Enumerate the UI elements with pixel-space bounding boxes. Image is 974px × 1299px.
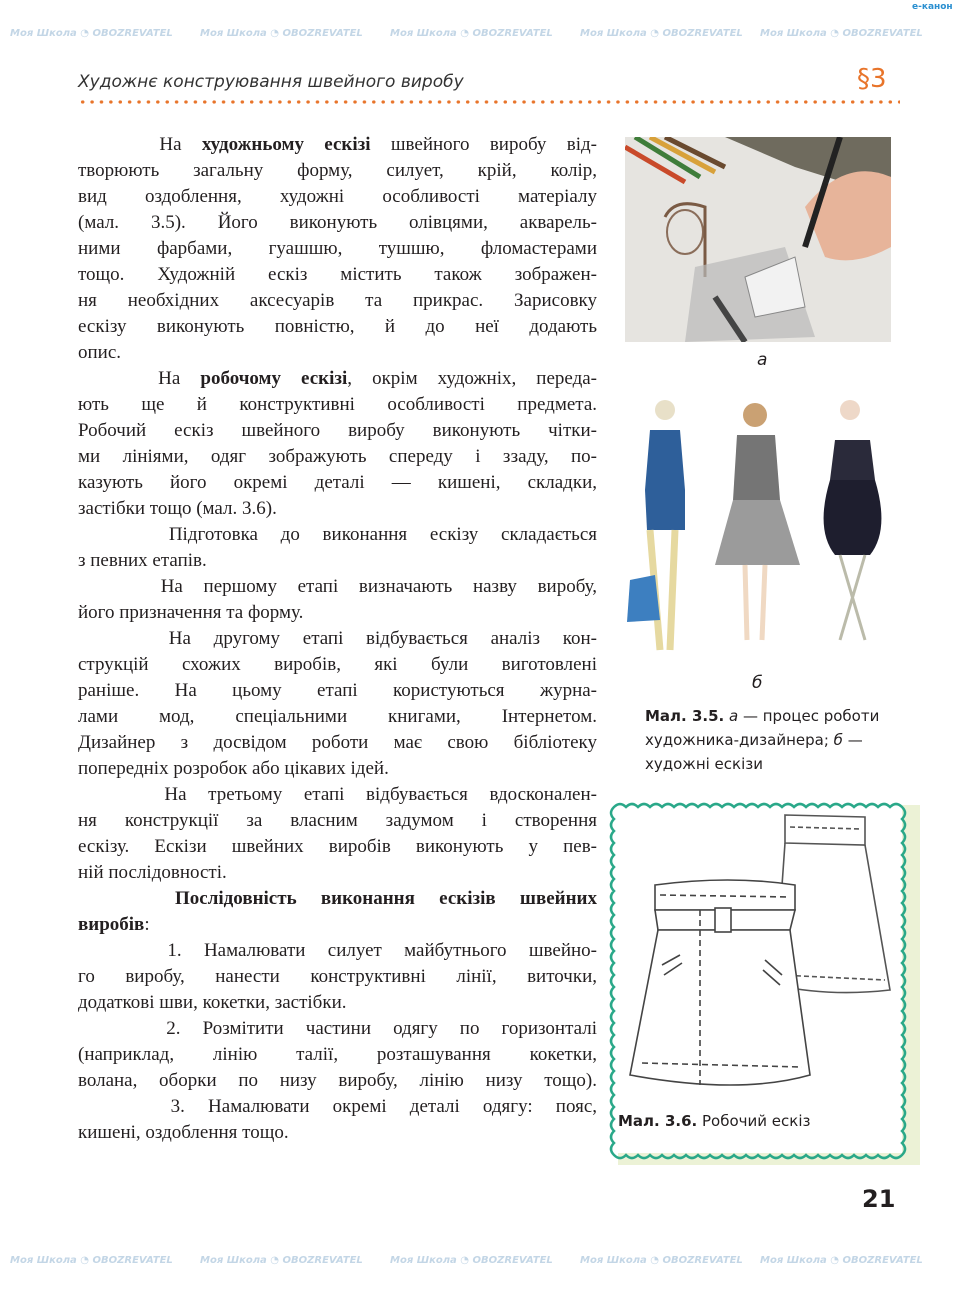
- text-segment: вид оздоблення, художні особливості матеріалу: [78, 186, 597, 207]
- text-segment: го виробу, нанести конструктивні лінії, виточки,: [78, 966, 597, 987]
- text-segment: На третьому етапі відбувається вдосконален-: [78, 784, 597, 805]
- text-segment: казують його окремі деталі — кишені, складки,: [78, 472, 597, 493]
- text-segment: Робочий ескіз швейного виробу виконують чітки-: [78, 420, 597, 441]
- text-segment: ня необхідних аксесуарів та прикрас. Зарисовку: [78, 290, 597, 311]
- section-number: §3: [857, 64, 887, 94]
- figure-label-b: б: [752, 673, 763, 693]
- text-line: [78, 912, 597, 938]
- text-segment: попередніх розробок або цікавих ідей.: [78, 758, 389, 779]
- watermark: Моя Школа ◔ OBOZREVATEL: [200, 1255, 363, 1266]
- text-segment: ми лініями, одяг зображують спереду і ззаду, по-: [78, 446, 597, 467]
- text-segment: 2. Розмітити частини одягу по горизонталі: [78, 1018, 597, 1039]
- caption-text: — художні ескізи: [645, 731, 863, 773]
- text-line: [78, 756, 597, 782]
- text-line: [78, 600, 597, 626]
- sketch-figure-black-dress: [824, 400, 882, 640]
- text-line: [78, 262, 597, 288]
- text-segment: швейного виробу від-: [370, 134, 597, 155]
- page-number: 21: [862, 1185, 896, 1213]
- text-segment: , окрім художніх, переда-: [347, 368, 598, 389]
- figure-label-a: а: [757, 350, 768, 370]
- fashion-sketches-illustration: [625, 390, 891, 660]
- text-segment: струкцій схожих виробів, які були виготовлені: [78, 654, 597, 675]
- text-segment: ескізу виконують повністю, й до неї додають: [78, 316, 597, 337]
- text-line: [78, 964, 597, 990]
- sketch-figure-blue-suit: [627, 400, 685, 650]
- body-text: [78, 132, 597, 1146]
- text-line: [78, 1068, 597, 1094]
- text-line: [78, 834, 597, 860]
- text-line: [78, 236, 597, 262]
- text-line: [78, 704, 597, 730]
- text-segment: (мал. 3.5). Його виконують олівцями, акварель-: [78, 212, 597, 233]
- text-line: [78, 860, 597, 886]
- text-line: [78, 288, 597, 314]
- text-segment: додаткові шви, кокетки, застібки.: [78, 992, 347, 1013]
- text-segment: ня конструкції за власним задумом і створення: [78, 810, 597, 831]
- figure-3-6-caption: [618, 1112, 810, 1130]
- text-line: [78, 782, 597, 808]
- caption-text: Робочий ескіз: [697, 1112, 811, 1130]
- caption-number: Мал. 3.6.: [618, 1112, 698, 1130]
- text-segment: [78, 888, 175, 909]
- text-segment: :: [144, 914, 150, 935]
- text-segment: (наприклад, лінію талії, розташування кокетки,: [78, 1044, 597, 1065]
- skirt-drawing-front: [630, 880, 810, 1085]
- running-header-title: Художнє конструювання швейного виробу: [78, 72, 464, 92]
- watermark: Моя Школа ◔ OBOZREVATEL: [390, 28, 553, 39]
- text-segment: тощо. Художній ескіз містить також зображен-: [78, 264, 597, 285]
- caption-letter-b: б: [833, 731, 843, 749]
- bold-term: робочому ескізі: [200, 368, 348, 389]
- bold-term: виробів: [78, 914, 145, 935]
- text-line: [78, 990, 597, 1016]
- text-segment: волана, оборки по низу виробу, лінію низу тощо).: [78, 1070, 597, 1091]
- text-line: [78, 548, 597, 574]
- text-line: [78, 132, 597, 158]
- text-segment: На: [78, 134, 202, 155]
- text-line: [78, 444, 597, 470]
- text-segment: На першому етапі визначають назву виробу,: [78, 576, 597, 597]
- watermark: Моя Школа ◔ OBOZREVATEL: [10, 1255, 173, 1266]
- watermark: Моя Школа ◔ OBOZREVATEL: [200, 28, 363, 39]
- text-segment: творюють загальну форму, силует, крій, колір,: [78, 160, 597, 181]
- text-line: [78, 886, 597, 912]
- header-dotted-divider: [78, 100, 900, 104]
- text-line: [78, 314, 597, 340]
- text-segment: його призначення та форму.: [78, 602, 304, 623]
- bold-term: Послідовність виконання ескізів швейних: [175, 888, 597, 909]
- text-segment: 1. Намалювати силует майбутнього швейно-: [78, 940, 597, 961]
- watermark: Моя Школа ◔ OBOZREVATEL: [10, 28, 173, 39]
- watermark: Моя Школа ◔ OBOZREVATEL: [580, 1255, 743, 1266]
- text-segment: ній послідовності.: [78, 862, 227, 883]
- text-line: [78, 210, 597, 236]
- text-segment: Дизайнер з досвідом роботи має свою бібліотеку: [78, 732, 597, 753]
- text-line: [78, 1120, 597, 1146]
- bold-term: художньому ескізі: [201, 134, 371, 155]
- text-segment: На: [78, 368, 201, 389]
- text-segment: застібки тощо (мал. 3.6).: [78, 498, 277, 519]
- text-line: [78, 522, 597, 548]
- text-line: [78, 678, 597, 704]
- text-line: [78, 418, 597, 444]
- text-line: [78, 626, 597, 652]
- sketch-figure-grey-dress: [715, 403, 800, 640]
- text-segment: Підготовка до виконання ескізу складається: [78, 524, 597, 545]
- text-line: [78, 652, 597, 678]
- text-line: [78, 1042, 597, 1068]
- text-line: [78, 184, 597, 210]
- text-segment: На другому етапі відбувається аналіз кон-: [78, 628, 597, 649]
- watermark: Моя Школа ◔ OBOZREVATEL: [760, 28, 923, 39]
- text-line: [78, 1016, 597, 1042]
- text-line: [78, 470, 597, 496]
- figure-3-5-caption: [645, 704, 895, 776]
- text-line: [78, 366, 597, 392]
- text-segment: лами мод, спеціальними книгами, Інтернетом.: [78, 706, 597, 727]
- text-line: [78, 496, 597, 522]
- watermark: Моя Школа ◔ OBOZREVATEL: [580, 28, 743, 39]
- text-line: [78, 808, 597, 834]
- text-line: [78, 938, 597, 964]
- caption-number: Мал. 3.5.: [645, 707, 725, 725]
- watermark: Моя Школа ◔ OBOZREVATEL: [760, 1255, 923, 1266]
- text-line: [78, 340, 597, 366]
- designer-drawing-photo: [625, 137, 891, 342]
- text-segment: раніше. На цьому етапі користуються журна-: [78, 680, 597, 701]
- text-segment: опис.: [78, 342, 122, 363]
- text-segment: 3. Намалювати окремі деталі одягу: пояс,: [78, 1096, 597, 1117]
- text-segment: з певних етапів.: [78, 550, 207, 571]
- text-line: [78, 1094, 597, 1120]
- watermark: Моя Школа ◔ OBOZREVATEL: [390, 1255, 553, 1266]
- caption-text: — процес роботи художника-дизайнера;: [645, 707, 880, 749]
- caption-letter-a: а: [729, 707, 739, 725]
- text-segment: ють ще й конструктивні особливості предмета.: [78, 394, 597, 415]
- text-line: [78, 730, 597, 756]
- text-segment: кишені, оздоблення тощо.: [78, 1122, 289, 1143]
- text-segment: ними фарбами, гуашшю, тушшю, фломастерами: [78, 238, 597, 259]
- publisher-logo: e-канон: [912, 2, 953, 12]
- text-line: [78, 158, 597, 184]
- text-line: [78, 574, 597, 600]
- text-line: [78, 392, 597, 418]
- text-segment: ескізу. Ескізи швейних виробів виконують у пев-: [78, 836, 597, 857]
